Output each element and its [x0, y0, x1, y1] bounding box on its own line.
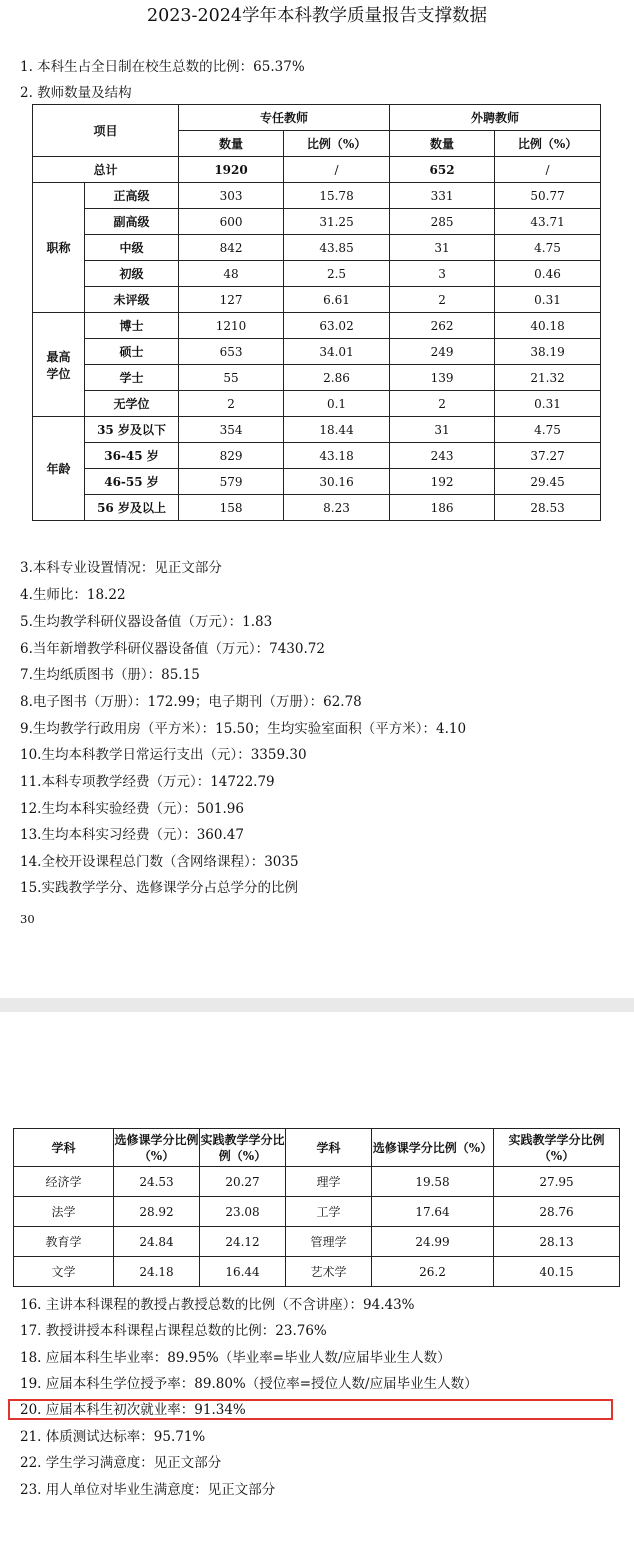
cell: 2.86	[284, 365, 390, 391]
cell: 158	[179, 495, 284, 521]
total-full-ratio: /	[284, 157, 390, 183]
table-row	[33, 287, 601, 313]
row-label: 35 岁及以下	[85, 417, 179, 443]
table-row	[33, 469, 601, 495]
cell: 19.58	[372, 1167, 494, 1197]
table-row	[33, 417, 601, 443]
cell: 829	[179, 443, 284, 469]
item-8: 8.电子图书（万册）：172.99；电子期刊（万册）：62.78	[20, 694, 362, 710]
cell: 31	[390, 235, 495, 261]
cell: 3	[390, 261, 495, 287]
total-label: 总计	[33, 157, 179, 183]
cell: 186	[390, 495, 495, 521]
cell: 26.2	[372, 1257, 494, 1287]
cell: 354	[179, 417, 284, 443]
item-21: 21. 体质测试达标率：95.71%	[20, 1429, 206, 1445]
cell: 243	[390, 443, 495, 469]
cell: 24.99	[372, 1227, 494, 1257]
credit-ratio-table	[13, 1128, 620, 1287]
cell: 40.18	[495, 313, 601, 339]
cell: 38.19	[495, 339, 601, 365]
item-13: 13.生均本科实习经费（元）：360.47	[20, 827, 244, 843]
cell-subject: 法学	[14, 1197, 114, 1227]
cell: 48	[179, 261, 284, 287]
cell: 2	[390, 287, 495, 313]
cell: 331	[390, 183, 495, 209]
cell: 24.18	[114, 1257, 200, 1287]
table-row	[33, 495, 601, 521]
cell: 28.76	[494, 1197, 620, 1227]
row-label: 无学位	[85, 391, 179, 417]
total-ext-count: 652	[390, 157, 495, 183]
header-ratio: 比例（%）	[495, 131, 601, 157]
row-label: 初级	[85, 261, 179, 287]
cell: 43.85	[284, 235, 390, 261]
cell: 285	[390, 209, 495, 235]
item-22: 22. 学生学习满意度：见正文部分	[20, 1455, 222, 1471]
item-2: 2. 教师数量及结构	[20, 85, 132, 101]
cell: 2.5	[284, 261, 390, 287]
item-5: 5.生均教学科研仪器设备值（万元）：1.83	[20, 614, 273, 630]
cell: 303	[179, 183, 284, 209]
cell: 21.32	[495, 365, 601, 391]
row-label: 36-45 岁	[85, 443, 179, 469]
document-title: 2023-2024学年本科教学质量报告支撑数据	[147, 6, 487, 26]
cell: 2	[179, 391, 284, 417]
cell: 15.78	[284, 183, 390, 209]
item-17: 17. 教授讲授本科课程占课程总数的比例：23.76%	[20, 1323, 327, 1339]
cell: 50.77	[495, 183, 601, 209]
header-item: 项目	[33, 105, 179, 157]
cell: 29.45	[495, 469, 601, 495]
header-full-time: 专任教师	[179, 105, 390, 131]
cell: 579	[179, 469, 284, 495]
table-row	[33, 339, 601, 365]
group-title-line2: 学位	[46, 366, 71, 381]
cell: 20.27	[200, 1167, 286, 1197]
cell: 28.53	[495, 495, 601, 521]
cell: 2	[390, 391, 495, 417]
cell: 43.18	[284, 443, 390, 469]
cell: 34.01	[284, 339, 390, 365]
group-title: 职称	[33, 183, 85, 313]
table-row	[14, 1227, 620, 1257]
cell: 55	[179, 365, 284, 391]
item-15: 15.实践教学学分、选修课学分占总学分的比例	[20, 880, 298, 896]
cell: 842	[179, 235, 284, 261]
table-row	[33, 313, 601, 339]
cell: 249	[390, 339, 495, 365]
cell: 28.92	[114, 1197, 200, 1227]
cell: 653	[179, 339, 284, 365]
cell: 30.16	[284, 469, 390, 495]
item-19: 19. 应届本科生学位授予率：89.80%（授位率=授位人数/应届毕业生人数）	[20, 1376, 478, 1392]
header-count: 数量	[179, 131, 284, 157]
item-18: 18. 应届本科生毕业率：89.95%（毕业率=毕业人数/应届毕业生人数）	[20, 1350, 451, 1366]
cell: 23.08	[200, 1197, 286, 1227]
cell: 31	[390, 417, 495, 443]
group-title	[33, 313, 85, 417]
row-label: 硕士	[85, 339, 179, 365]
item-9: 9.生均教学行政用房（平方米）：15.50；生均实验室面积（平方米）：4.10	[20, 721, 467, 737]
cell-subject: 经济学	[14, 1167, 114, 1197]
header-elective: 选修课学分比例（%）	[372, 1129, 494, 1167]
cell: 6.61	[284, 287, 390, 313]
table-row	[33, 209, 601, 235]
row-label: 博士	[85, 313, 179, 339]
item-14: 14.全校开设课程总门数（含网络课程）：3035	[20, 854, 299, 870]
cell: 600	[179, 209, 284, 235]
table-row	[33, 365, 601, 391]
table-row	[14, 1257, 620, 1287]
page-number: 30	[20, 912, 35, 926]
item-1: 1. 本科生占全日制在校生总数的比例：65.37%	[20, 59, 305, 75]
cell: 28.13	[494, 1227, 620, 1257]
cell: 40.15	[494, 1257, 620, 1287]
header-elective: 选修课学分比例（%）	[114, 1129, 200, 1167]
row-label: 46-55 岁	[85, 469, 179, 495]
cell: 0.31	[495, 391, 601, 417]
cell-subject: 理学	[286, 1167, 372, 1197]
cell: 37.27	[495, 443, 601, 469]
page-two	[0, 1012, 634, 1566]
row-label: 56 岁及以上	[85, 495, 179, 521]
cell-subject: 文学	[14, 1257, 114, 1287]
item-20: 20. 应届本科生初次就业率：91.34%	[20, 1402, 246, 1418]
cell: 127	[179, 287, 284, 313]
item-4: 4.生师比：18.22	[20, 587, 126, 603]
table-header-row	[14, 1129, 620, 1167]
header-practice: 实践教学学分比例（%）	[494, 1129, 620, 1167]
cell: 0.31	[495, 287, 601, 313]
cell: 17.64	[372, 1197, 494, 1227]
cell-subject: 艺术学	[286, 1257, 372, 1287]
header-ratio: 比例（%）	[284, 131, 390, 157]
item-16: 16. 主讲本科课程的教授占教授总数的比例（不含讲座）：94.43%	[20, 1297, 415, 1313]
item-11: 11.本科专项教学经费（万元）：14722.79	[20, 774, 275, 790]
cell: 16.44	[200, 1257, 286, 1287]
row-label: 未评级	[85, 287, 179, 313]
cell: 27.95	[494, 1167, 620, 1197]
page-separator	[0, 998, 634, 1012]
item-7: 7.生均纸质图书（册）：85.15	[20, 667, 200, 683]
header-practice: 实践教学学分比例（%）	[200, 1129, 286, 1167]
group-title: 年龄	[33, 417, 85, 521]
cell: 24.84	[114, 1227, 200, 1257]
item-3: 3.本科专业设置情况：见正文部分	[20, 560, 222, 576]
cell: 4.75	[495, 417, 601, 443]
table-row	[33, 261, 601, 287]
cell-subject: 教育学	[14, 1227, 114, 1257]
cell: 4.75	[495, 235, 601, 261]
table-row	[33, 183, 601, 209]
cell-subject: 管理学	[286, 1227, 372, 1257]
cell: 18.44	[284, 417, 390, 443]
header-count: 数量	[390, 131, 495, 157]
header-subject: 学科	[14, 1129, 114, 1167]
cell: 139	[390, 365, 495, 391]
table-row	[14, 1167, 620, 1197]
item-6: 6.当年新增教学科研仪器设备值（万元）：7430.72	[20, 641, 325, 657]
item-23: 23. 用人单位对毕业生满意度：见正文部分	[20, 1482, 276, 1498]
cell: 63.02	[284, 313, 390, 339]
total-ext-ratio: /	[495, 157, 601, 183]
cell: 0.46	[495, 261, 601, 287]
item-12: 12.生均本科实验经费（元）：501.96	[20, 801, 244, 817]
table-row	[33, 391, 601, 417]
header-external: 外聘教师	[390, 105, 601, 131]
table-row	[33, 235, 601, 261]
table-row	[33, 443, 601, 469]
row-label: 中级	[85, 235, 179, 261]
teacher-structure-table	[32, 104, 601, 521]
item-10: 10.生均本科教学日常运行支出（元）：3359.30	[20, 747, 307, 763]
cell: 43.71	[495, 209, 601, 235]
cell-subject: 工学	[286, 1197, 372, 1227]
cell: 192	[390, 469, 495, 495]
cell: 0.1	[284, 391, 390, 417]
group-title-line1: 最高	[46, 349, 71, 364]
highlight-box	[8, 1399, 613, 1420]
total-full-count: 1920	[179, 157, 284, 183]
cell: 1210	[179, 313, 284, 339]
cell: 31.25	[284, 209, 390, 235]
cell: 24.12	[200, 1227, 286, 1257]
table-row	[33, 157, 601, 183]
cell: 8.23	[284, 495, 390, 521]
cell: 262	[390, 313, 495, 339]
row-label: 副高级	[85, 209, 179, 235]
table-row	[14, 1197, 620, 1227]
row-label: 正高级	[85, 183, 179, 209]
header-subject: 学科	[286, 1129, 372, 1167]
row-label: 学士	[85, 365, 179, 391]
cell: 24.53	[114, 1167, 200, 1197]
